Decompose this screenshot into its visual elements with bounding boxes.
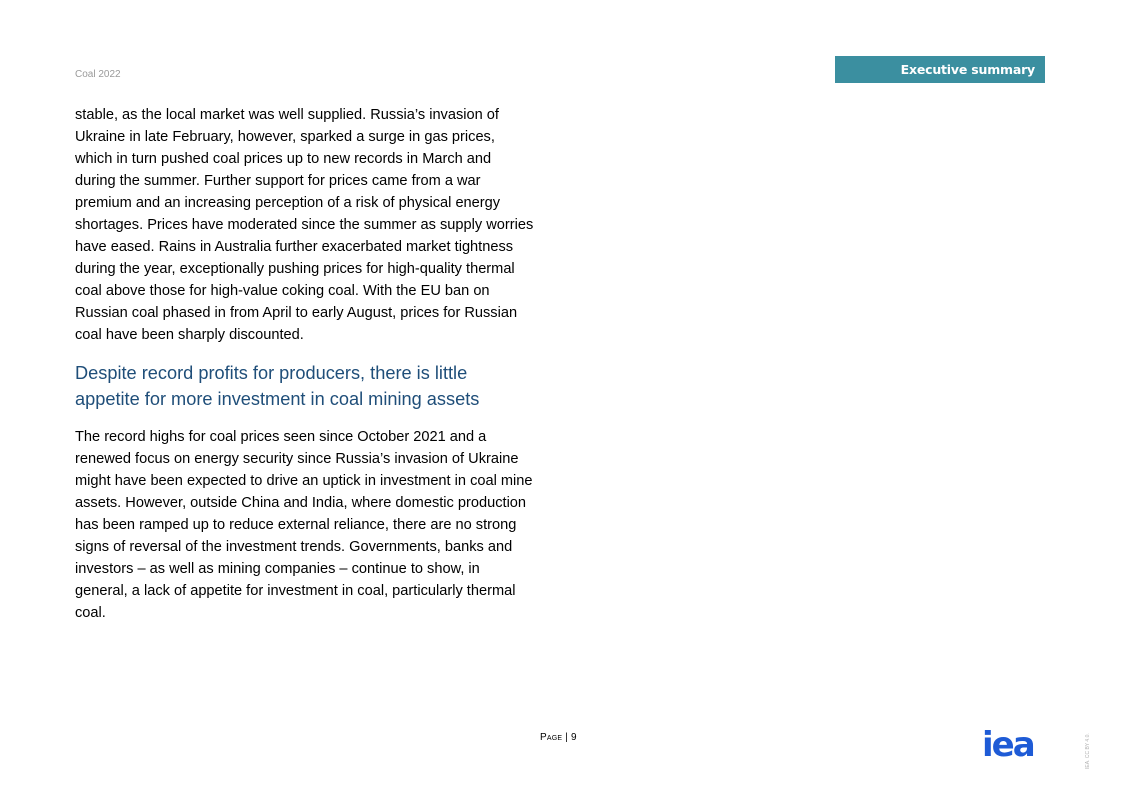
document-title: Coal 2022 — [75, 69, 121, 80]
iea-logo-icon — [982, 727, 1048, 759]
main-content — [75, 104, 535, 624]
body-paragraph: stable, as the local market was well supplied. Russia’s invasion of Ukraine in late February, however, sparked a surge in gas prices, which in turn pushed coal prices up to new records in March and during the summer. Further support for prices came from a war premium and an increasing perception of a risk of physical energy shortages. Prices have moderated since the summer as supply worries have eased. Rains in Australia further exacerbated market tightness during the year, exceptionally pushing prices for high-quality thermal coal above those for high-value coking coal. With the EU ban on Russian coal phased in from April to early August, prices for Russian coal have been sharply discounted. — [75, 107, 534, 343]
page-number — [540, 732, 577, 743]
body-paragraph: The record highs for coal prices seen since October 2021 and a renewed focus on energy security since Russia’s invasion of Ukraine might have been expected to drive an uptick in investment in coal mine assets. However, outside China and India, where domestic production has been ramped up to reduce external reliance, there are no strong signs of reversal of the investment trends. Governments, banks and investors – as well as mining companies – continue to show, in general, a lack of appetite for investment in coal, particularly thermal coal. — [75, 429, 533, 621]
license-text: IEA. CC BY 4.0. — [1085, 733, 1091, 769]
logo-wordmark: iea — [982, 727, 1034, 759]
section-heading: Despite record profits for producers, there is little appetite for more investment in coal mining assets — [75, 363, 480, 409]
page-number-value: 9 — [571, 732, 577, 743]
page-label: Page — [540, 732, 563, 743]
page-separator: | — [562, 732, 572, 743]
section-banner: Executive summary — [835, 56, 1045, 83]
